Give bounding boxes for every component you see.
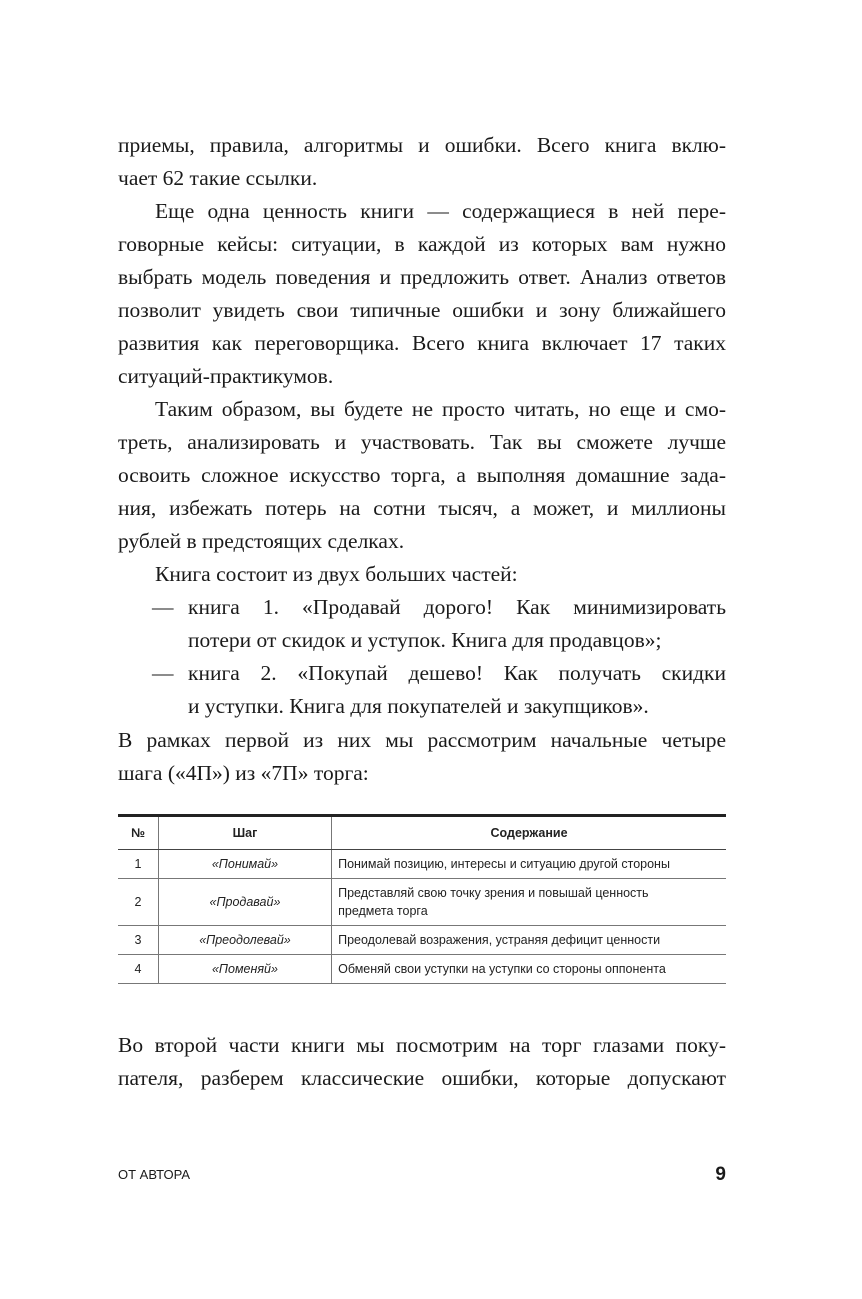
cell-step: «Продавай» xyxy=(158,879,331,926)
list-item: книга 1. «Продавай дорого! Как минимизировать xyxy=(188,595,726,619)
text-line: Во второй части книги мы посмотрим на торг глазами поку- xyxy=(118,1033,726,1057)
cell-content: Обменяй свои уступки на уступки со стороны оппонента xyxy=(332,955,726,984)
text-line: ситуаций-практикумов. xyxy=(118,364,334,388)
cell-step: «Преодолевай» xyxy=(158,926,331,955)
cell-number: 2 xyxy=(118,879,158,926)
cell-content: Понимай позицию, интересы и ситуацию другой стороны xyxy=(332,850,726,879)
text-line: шага («4П») из «7П» торга: xyxy=(118,761,369,785)
text-line: Книга состоит из двух больших частей: xyxy=(155,562,518,586)
header-step: Шаг xyxy=(158,816,331,850)
list-dash: — xyxy=(152,661,174,685)
text-line: приемы, правила, алгоритмы и ошибки. Всего книга вклю- xyxy=(118,133,726,157)
list-item: и уступки. Книга для покупателей и закупщиков». xyxy=(188,694,649,718)
text-line: чает 62 такие ссылки. xyxy=(118,166,318,190)
list-dash: — xyxy=(152,595,174,619)
text-line: пателя, разберем классические ошибки, которые допускают xyxy=(118,1066,726,1090)
table-row xyxy=(118,879,726,926)
cell-content: Преодолевай возражения, устраняя дефицит ценности xyxy=(332,926,726,955)
cell-number: 1 xyxy=(118,850,158,879)
text-line: В рамках первой из них мы рассмотрим начальные четыре xyxy=(118,728,726,752)
text-line: позволит увидеть свои типичные ошибки и зону ближайшего xyxy=(118,298,726,322)
cell-step: «Поменяй» xyxy=(158,955,331,984)
text-line: освоить сложное искусство торга, а выполняя домашние зада- xyxy=(118,463,726,487)
header-content: Содержание xyxy=(332,816,726,850)
table-header xyxy=(118,816,726,850)
table-row xyxy=(118,850,726,879)
text-line: ния, избежать потерь на сотни тысяч, а может, и миллионы xyxy=(118,496,726,520)
page-number: 9 xyxy=(715,1164,726,1185)
text-line: рублей в предстоящих сделках. xyxy=(118,529,405,553)
text-line: говорные кейсы: ситуации, в каждой из которых вам нужно xyxy=(118,232,726,256)
text-line: выбрать модель поведения и предложить ответ. Анализ ответов xyxy=(118,265,726,289)
text-line: Еще одна ценность книги — содержащиеся в ней пере- xyxy=(155,199,726,223)
cell-number: 3 xyxy=(118,926,158,955)
table-row xyxy=(118,926,726,955)
list-item: потери от скидок и уступок. Книга для продавцов»; xyxy=(188,628,662,652)
running-footer: ОТ АВТОРА xyxy=(118,1167,191,1182)
text-line: треть, анализировать и участвовать. Так вы сможете лучше xyxy=(118,430,726,454)
text-line: Таким образом, вы будете не просто читать, но еще и смо- xyxy=(155,397,726,421)
steps-table xyxy=(118,814,726,984)
list-item: книга 2. «Покупай дешево! Как получать скидки xyxy=(188,661,726,685)
text-line: развития как переговорщика. Всего книга включает 17 таких xyxy=(118,331,726,355)
table-row xyxy=(118,955,726,984)
cell-step: «Понимай» xyxy=(158,850,331,879)
cell-content: Представляй свою точку зрения и повышай ценность предмета торга xyxy=(332,879,726,926)
header-number: № xyxy=(118,816,158,850)
cell-number: 4 xyxy=(118,955,158,984)
